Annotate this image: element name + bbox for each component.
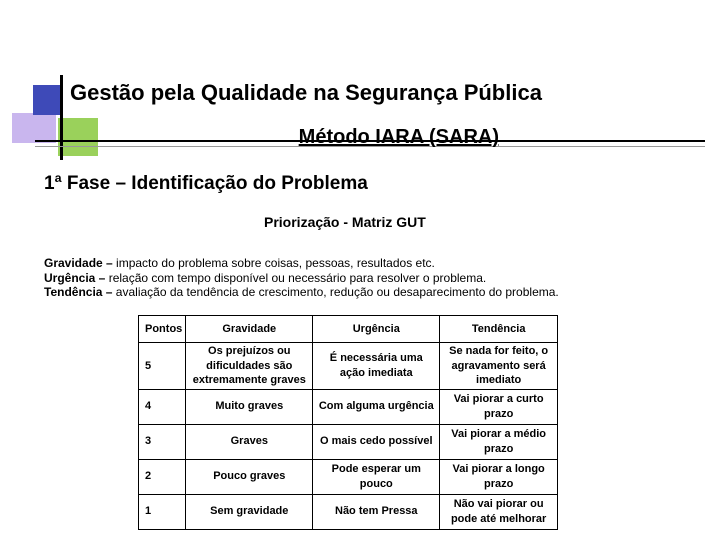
cell-tendencia: Se nada for feito, o agravamento será imediato: [440, 343, 558, 390]
cell-gravidade: Pouco graves: [186, 459, 313, 494]
cell-tendencia: Vai piorar a longo prazo: [440, 459, 558, 494]
cell-pontos: 2: [139, 459, 186, 494]
cell-tendencia: Vai piorar a curto prazo: [440, 389, 558, 424]
table-header-row: [139, 316, 558, 343]
definitions: [44, 256, 559, 300]
cell-gravidade: Os prejuízos ou dificuldades são extremamente graves: [186, 343, 313, 390]
cell-pontos: 5: [139, 343, 186, 390]
page-title: Gestão pela Qualidade na Segurança Pública: [70, 80, 542, 105]
cell-gravidade: Graves: [186, 424, 313, 459]
definition-text: impacto do problema sobre coisas, pessoas, resultados etc.: [112, 256, 435, 270]
header-tendencia: Tendência: [440, 316, 558, 343]
header-urgencia: Urgência: [313, 316, 440, 343]
definition-gravidade: [44, 256, 559, 271]
definition-term: Gravidade –: [44, 256, 113, 270]
cell-pontos: 3: [139, 424, 186, 459]
table-row: [139, 424, 558, 459]
header-pontos: Pontos: [139, 316, 186, 343]
definition-term: Tendência –: [44, 285, 113, 299]
page-subtitle: Método IARA (SARA): [298, 126, 499, 148]
definition-text: avaliação da tendência de crescimento, redução ou desaparecimento do problema.: [112, 285, 559, 299]
cell-pontos: 4: [139, 389, 186, 424]
cell-tendencia: Não vai piorar ou pode até melhorar: [440, 494, 558, 529]
table-row: [139, 389, 558, 424]
definition-text: relação com tempo disponível ou necessário para resolver o problema.: [105, 270, 487, 285]
cell-gravidade: Sem gravidade: [186, 494, 313, 529]
gut-matrix-table: [138, 315, 558, 530]
cell-urgencia: Não tem Pressa: [313, 494, 440, 529]
cell-urgencia: É necessária uma ação imediata: [313, 343, 440, 390]
cell-pontos: 1: [139, 494, 186, 529]
cell-urgencia: O mais cedo possível: [313, 424, 440, 459]
cell-urgencia: Com alguma urgência: [313, 389, 440, 424]
definition-term: Urgência –: [44, 270, 106, 285]
decor-blue-square: [33, 85, 63, 115]
cell-urgencia: Pode esperar um pouco: [313, 459, 440, 494]
priority-heading: Priorização - Matriz GUT: [264, 214, 426, 230]
header-gravidade: Gravidade: [186, 316, 313, 343]
cell-gravidade: Muito graves: [186, 389, 313, 424]
table-row: [139, 343, 558, 390]
table-row: [139, 494, 558, 529]
cell-tendencia: Vai piorar a médio prazo: [440, 424, 558, 459]
phase-heading: 1ª Fase – Identificação do Problema: [44, 173, 368, 194]
table-row: [139, 459, 558, 494]
definition-tendencia: [44, 285, 559, 300]
definition-urgencia: [44, 271, 559, 286]
